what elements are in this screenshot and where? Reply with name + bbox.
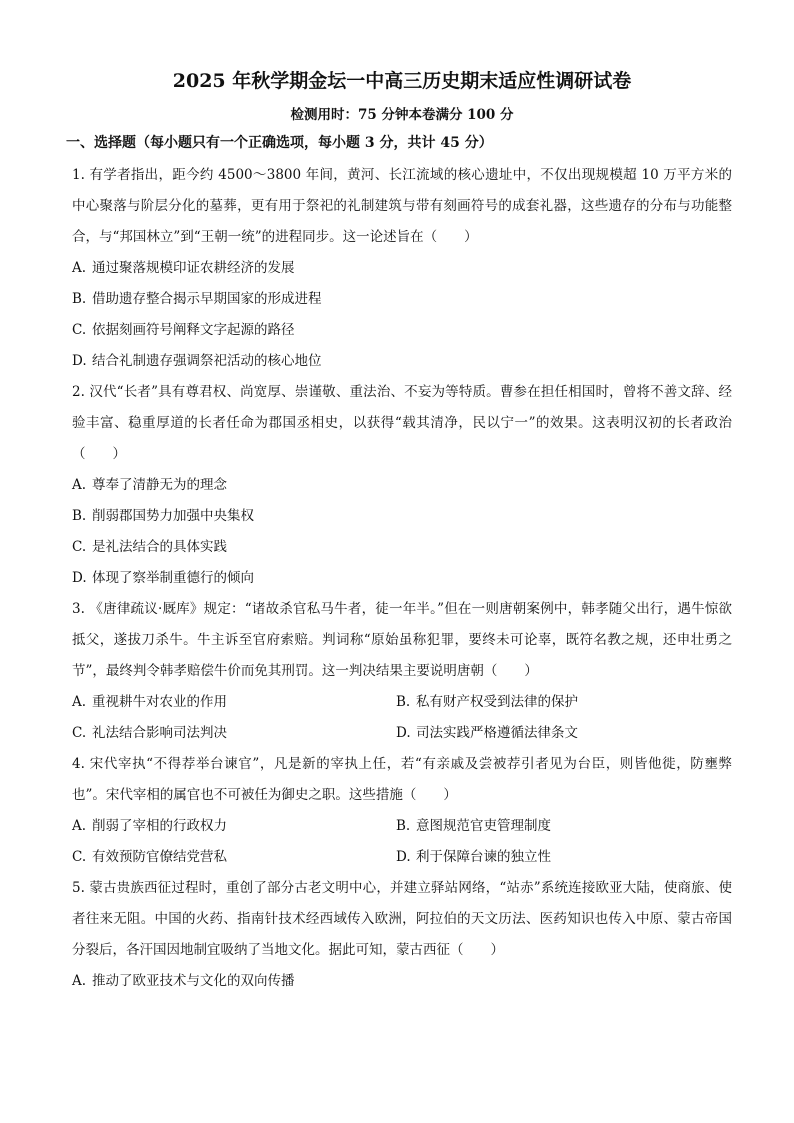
option-a[interactable]: A. 通过聚落规模印证农耕经济的发展 xyxy=(72,260,295,276)
option-a[interactable]: A. 削弱了宰相的行政权力 xyxy=(72,818,227,834)
option-row xyxy=(72,811,732,842)
option-c[interactable]: C. 有效预防官僚结党营私 xyxy=(72,849,227,865)
question-stem: 2. 汉代“长者”具有尊君权、尚宽厚、崇谨敬、重法治、不妄为等特质。曹参在担任相国时，曾将不善文辞、经验丰富、稳重厚道的长者任命为郡国丞相史，以获得“载其清净，民以宁一”的效果。这表明汉初的长者政治（ ） xyxy=(72,384,732,462)
question-stem: 3. 《唐律疏议·厩库》规定：“诸故杀官私马牛者，徒一年半。”但在一则唐朝案例中，韩孝随父出行，遇牛惊欲抵父，遂拔刀杀牛。牛主诉至官府索赔。判词称“原始虽称犯罪，要终未可论辜，既符名教之规，还申壮勇之节”，最终判令韩孝赔偿牛价而免其刑罚。这一判决结果主要说明唐朝（ ） xyxy=(72,601,732,679)
option-row xyxy=(72,687,732,718)
exam-subtitle: 检测用时：75 分钟本卷满分 100 分 xyxy=(290,107,514,123)
exam-title: 2025 年秋学期金坛一中高三历史期末适应性调研试卷 xyxy=(172,70,632,92)
section-heading: 一、选择题（每小题只有一个正确选项，每小题 3 分，共计 45 分） xyxy=(66,135,493,151)
question-4 xyxy=(72,749,732,873)
option-c[interactable]: C. 是礼法结合的具体实践 xyxy=(72,539,227,555)
question-stem: 5. 蒙古贵族西征过程时，重创了部分古老文明中心，并建立驿站网络，“站赤”系统连接欧亚大陆，使商旅、使者往来无阻。中国的火药、指南针技术经西域传入欧洲，阿拉伯的天文历法、医药知识也传入中原、蒙古帝国分裂后，各汗国因地制宜吸纳了当地文化。据此可知，蒙古西征（ ） xyxy=(72,880,732,958)
option-b[interactable]: B. 借助遗存整合揭示早期国家的形成进程 xyxy=(72,291,322,307)
question-3 xyxy=(72,594,732,749)
option-b[interactable]: B. 私有财产权受到法律的保护 xyxy=(396,694,578,710)
option-a[interactable]: A. 尊奉了清静无为的理念 xyxy=(72,477,227,493)
question-5 xyxy=(72,873,732,997)
option-d[interactable]: D. 体现了察举制重德行的倾向 xyxy=(72,570,254,586)
question-stem: 4. 宋代宰执“不得荐举台谏官”，凡是新的宰执上任，若“有亲戚及尝被荐引者见为台臣，则皆他徙，防壅弊也”。宋代宰相的属官也不可被任为御史之职。这些措施（ ） xyxy=(72,756,732,803)
option-row xyxy=(72,718,732,749)
option-a[interactable]: A. 重视耕牛对农业的作用 xyxy=(72,694,227,710)
option-d[interactable]: D. 结合礼制遗存强调祭祀活动的核心地位 xyxy=(72,353,322,369)
question-stem: 1. 有学者指出，距今约 4500～3800 年间，黄河、长江流域的核心遗址中，不仅出现规模超 10 万平方米的中心聚落与阶层分化的墓葬，更有用于祭祀的礼制建筑与带有刻画符号的成套礼器，这些遗存的分布与功能整合，与“邦国林立”到“王朝一统”的进程同步。这一论述旨在（ ） xyxy=(72,167,732,245)
option-d[interactable]: D. 利于保障台谏的独立性 xyxy=(396,849,551,865)
option-b[interactable]: B. 削弱郡国势力加强中央集权 xyxy=(72,508,254,524)
option-a[interactable]: A. 推动了欧亚技术与文化的双向传播 xyxy=(72,973,295,989)
option-b[interactable]: B. 意图规范官吏管理制度 xyxy=(396,818,551,834)
question-2 xyxy=(72,377,732,594)
option-d[interactable]: D. 司法实践严格遵循法律条文 xyxy=(396,725,578,741)
option-c[interactable]: C. 礼法结合影响司法判决 xyxy=(72,725,227,741)
option-c[interactable]: C. 依据刻画符号阐释文字起源的路径 xyxy=(72,322,295,338)
option-row xyxy=(72,842,732,873)
question-1 xyxy=(72,160,732,377)
